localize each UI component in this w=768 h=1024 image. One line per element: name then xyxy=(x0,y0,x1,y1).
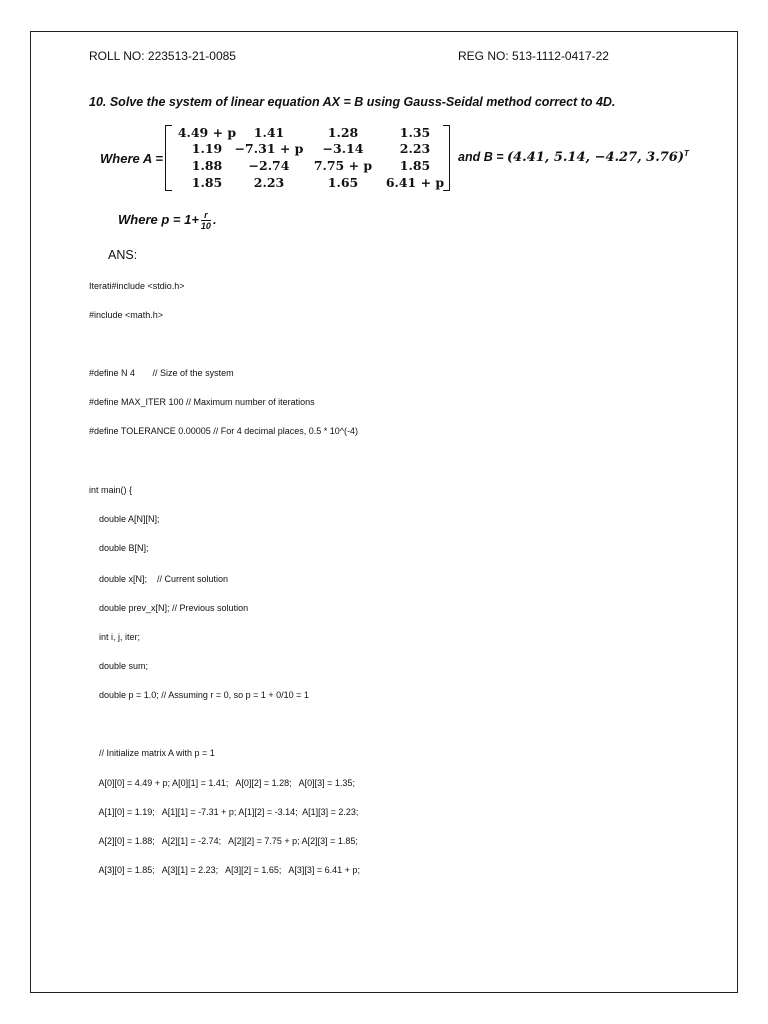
matrix-cell: 1.88 xyxy=(191,158,223,173)
code-line: double A[N][N]; xyxy=(89,514,160,524)
matrix-cell: 1.85 xyxy=(399,158,431,173)
code-line: A[1][0] = 1.19; A[1][1] = -7.31 + p; A[1][2] = -3.14; A[1][3] = 2.23; xyxy=(89,807,359,817)
matrix-cell: 1.35 xyxy=(399,125,431,140)
p-fraction xyxy=(201,210,211,231)
p-fraction-numerator: r xyxy=(201,210,211,221)
code-line: int i, j, iter; xyxy=(89,632,141,642)
matrix-cell: 7.75 + p xyxy=(313,158,373,173)
code-line: int main() { xyxy=(89,485,133,495)
matrix-cell: 1.65 xyxy=(327,175,359,190)
b-vector: (4.41, 5.14, −4.27, 3.76) xyxy=(506,150,684,166)
matrix-cell: 2.23 xyxy=(399,141,431,156)
matrix-cell: 1.41 xyxy=(253,125,285,140)
p-fraction-denominator: 10 xyxy=(200,221,211,231)
code-line: double prev_x[N]; // Previous solution xyxy=(89,603,249,613)
question-title: 10. Solve the system of linear equation AX = B using Gauss-Seidal method correct to 4D. xyxy=(89,95,616,109)
b-vector-expression xyxy=(458,149,689,165)
answer-label: ANS: xyxy=(108,248,138,262)
matrix-cell: 2.23 xyxy=(253,175,285,190)
matrix-cell: 4.49 + p xyxy=(177,125,237,140)
code-line: A[3][0] = 1.85; A[3][1] = 2.23; A[3][2] = 1.65; A[3][3] = 6.41 + p; xyxy=(89,865,360,875)
and-b-label: and B = xyxy=(458,150,504,165)
code-line: #include <math.h> xyxy=(89,310,164,320)
registration-number: REG NO: 513-1112-0417-22 xyxy=(458,49,609,63)
code-line: double B[N]; xyxy=(89,543,149,553)
matrix-cell: 6.41 + p xyxy=(385,175,445,190)
matrix-cell: 1.28 xyxy=(327,125,359,140)
code-line: #define N 4 // Size of the system xyxy=(89,368,234,378)
where-a-label: Where A = xyxy=(100,151,163,166)
code-line: #define MAX_ITER 100 // Maximum number of iterations xyxy=(89,397,315,407)
roll-number: ROLL NO: 223513-21-0085 xyxy=(89,49,236,63)
matrix-cell: −3.14 xyxy=(322,141,364,156)
code-line: double sum; xyxy=(89,661,149,671)
matrix-a xyxy=(165,125,450,191)
matrix-cell: 1.19 xyxy=(191,141,223,156)
code-line: A[0][0] = 4.49 + p; A[0][1] = 1.41; A[0][2] = 1.28; A[0][3] = 1.35; xyxy=(89,778,355,788)
code-line: Iterati#include <stdio.h> xyxy=(89,281,185,291)
code-line: // Initialize matrix A with p = 1 xyxy=(89,748,215,758)
code-line: #define TOLERANCE 0.00005 // For 4 decimal places, 0.5 * 10^(-4) xyxy=(89,426,359,436)
matrix-cell: −7.31 + p xyxy=(234,141,304,156)
matrix-cell: −2.74 xyxy=(248,158,290,173)
where-p-label: Where p = 1+ xyxy=(118,211,199,227)
code-line: A[2][0] = 1.88; A[2][1] = -2.74; A[2][2] = 7.75 + p; A[2][3] = 1.85; xyxy=(89,836,358,846)
transpose-mark: T xyxy=(683,149,689,158)
code-line: double x[N]; // Current solution xyxy=(89,574,229,584)
code-line: double p = 1.0; // Assuming r = 0, so p = 1 + 0/10 = 1 xyxy=(89,690,309,700)
where-p-suffix: . xyxy=(212,211,217,227)
where-p-expression xyxy=(118,210,217,231)
matrix-cell: 1.85 xyxy=(191,175,223,190)
